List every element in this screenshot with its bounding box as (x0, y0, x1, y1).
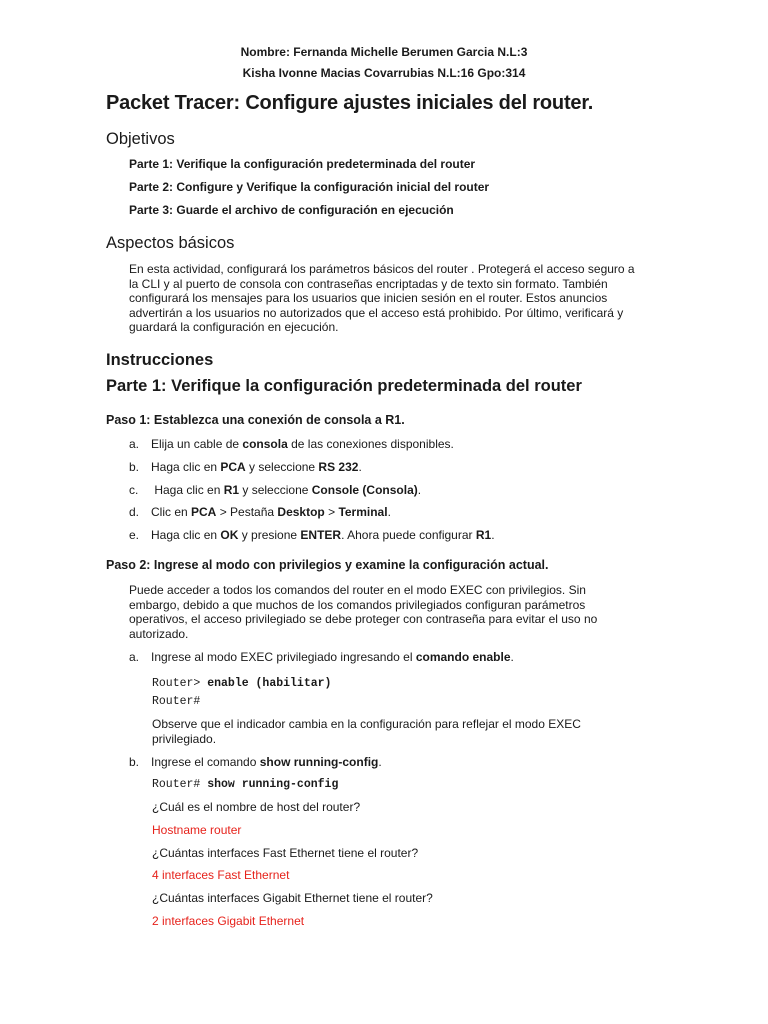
parte1-heading: Parte 1: Verifique la configuración predeterminada del router (106, 377, 582, 395)
step-bold: Terminal (338, 505, 388, 519)
step-text: y seleccione (245, 460, 319, 474)
step-text: de las conexiones disponibles. (287, 437, 454, 451)
step-label: a. (129, 437, 140, 451)
objetivo-item: Parte 3: Guarde el archivo de configuración en ejecución (129, 203, 454, 217)
step-bold: PCA (191, 505, 217, 519)
paragraph-line: En esta actividad, configurará los parámetros básicos del router . Protegerá el acceso seguro a (129, 262, 635, 276)
step-label: b. (129, 460, 140, 474)
step-bold: OK (220, 528, 239, 542)
step-bold: Console (Consola) (311, 483, 418, 497)
objetivos-heading: Objetivos (106, 130, 175, 148)
step-text: Elija un cable de (151, 437, 243, 451)
paragraph-line: advertirán a los usuarios no autorizados que el acceso está prohibido. Por último, verificará y (129, 305, 624, 320)
step-text: . (387, 505, 391, 519)
instrucciones-heading: Instrucciones (106, 351, 214, 369)
aspectos-heading: Aspectos básicos (106, 234, 235, 252)
answer-gigabit-ethernet: 2 interfaces Gigabit Ethernet (152, 914, 305, 928)
code-command: show running-config (207, 778, 339, 791)
code-line-show (152, 778, 338, 791)
code-command: enable (habilitar) (207, 677, 332, 690)
code-line-enable (152, 677, 331, 690)
paso1-step-e (129, 528, 495, 542)
answer-hostname: Hostname router (152, 823, 242, 837)
paragraph-line: la CLI y al puerto de consola con contraseñas encriptadas y de texto sin formato. También (129, 276, 608, 291)
aspectos-paragraph (129, 262, 664, 335)
step-text: . (417, 483, 422, 497)
step-bold: RS 232 (318, 460, 359, 474)
step-label: b. (129, 755, 140, 769)
step-text: > Pestaña (216, 505, 278, 519)
step-label: d. (129, 505, 140, 519)
question-fast-ethernet: ¿Cuántas interfaces Fast Ethernet tiene el router? (152, 846, 419, 860)
paragraph-line: operativos, el acceso privilegiado se debe proteger con contraseña para evitar el uso no (129, 612, 598, 626)
step-text: . (378, 755, 382, 769)
observe-line: Observe que el indicador cambia en la configuración para reflejar el modo EXEC (152, 717, 581, 731)
paso1-step-d (129, 505, 391, 519)
paragraph-line: embargo, debido a que muchos de los comandos privilegiados configuran parámetros (129, 597, 586, 612)
page-title: Packet Tracer: Configure ajustes iniciales del router. (106, 92, 594, 114)
step-bold: show running-config (259, 755, 379, 769)
step-text: y seleccione (239, 483, 312, 497)
paso1-step-b (129, 460, 362, 474)
step-bold: consola (242, 437, 288, 451)
paso2-paragraph (129, 583, 664, 641)
paso2-step-b (129, 755, 382, 769)
paragraph-line: guardará la configuración en ejecución. (129, 320, 339, 334)
step-text: . Ahora puede configurar (341, 528, 476, 542)
step-text: . (358, 460, 362, 474)
author-line-1: Nombre: Fernanda Michelle Berumen Garcia N.L:3 (240, 45, 528, 59)
step-text: . (491, 528, 495, 542)
author-line-2: Kisha Ivonne Macias Covarrubias N.L:16 Gpo:314 (242, 66, 526, 80)
paso2-step-a (129, 650, 514, 664)
paragraph-line: autorizado. (129, 626, 189, 641)
step-label: a. (129, 650, 140, 664)
answer-fast-ethernet: 4 interfaces Fast Ethernet (152, 868, 290, 882)
code-prompt: Router> (152, 677, 208, 690)
code-prompt: Router# (152, 778, 208, 791)
step-text: > (324, 505, 339, 519)
step-bold: ENTER (300, 528, 342, 542)
question-hostname: ¿Cuál es el nombre de host del router? (152, 800, 361, 814)
step-bold: R1 (475, 528, 492, 542)
step-text: Haga clic en (151, 460, 221, 474)
question-gigabit-ethernet: ¿Cuántas interfaces Gigabit Ethernet tiene el router? (152, 891, 433, 905)
objetivo-item: Parte 1: Verifique la configuración predeterminada del router (129, 157, 476, 171)
step-label: e. (129, 528, 140, 542)
paso1-step-a (129, 437, 454, 451)
step-text: . (510, 650, 514, 664)
step-text: Haga clic en (151, 483, 224, 497)
step-bold: comando enable (415, 650, 511, 664)
paso1-heading: Paso 1: Establezca una conexión de consola a R1. (106, 413, 405, 427)
observe-text (152, 717, 581, 747)
paso2-heading: Paso 2: Ingrese al modo con privilegios y examine la configuración actual. (106, 558, 549, 572)
step-bold: PCA (220, 460, 246, 474)
step-bold: R1 (223, 483, 240, 497)
step-text: Ingrese al modo EXEC privilegiado ingresando el (151, 650, 416, 664)
paragraph-line: Puede acceder a todos los comandos del router en el modo EXEC con privilegios. Sin (129, 583, 586, 597)
step-text: y presione (238, 528, 301, 542)
paragraph-line: configurará los mensajes para los usuarios que inicien sesión en el router. Estos anuncios (129, 291, 608, 305)
code-line-router: Router# (152, 695, 201, 708)
paso1-step-c (129, 483, 421, 497)
objetivo-item: Parte 2: Configure y Verifique la configuración inicial del router (129, 180, 490, 194)
step-text: Clic en (151, 505, 192, 519)
step-text: Ingrese el comando (151, 755, 260, 769)
step-label: c. (129, 483, 139, 497)
step-bold: Desktop (277, 505, 325, 519)
observe-line: privilegiado. (152, 732, 217, 746)
step-text: Haga clic en (151, 528, 221, 542)
